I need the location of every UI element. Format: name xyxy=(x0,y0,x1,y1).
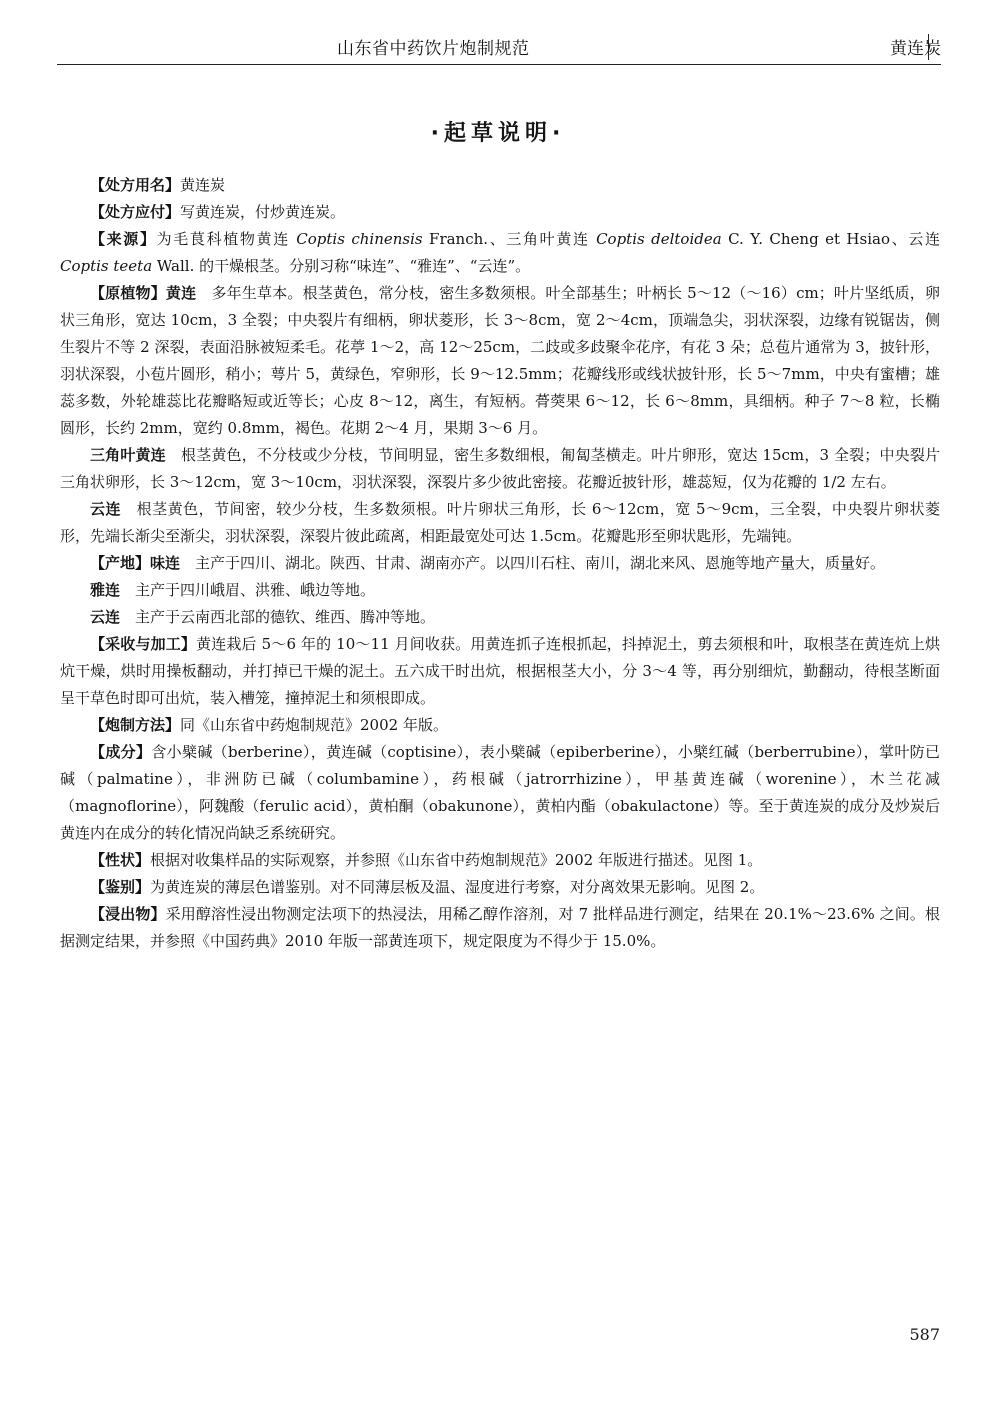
paragraph-source xyxy=(60,226,940,280)
paragraph-plant-sanjiaoye xyxy=(60,442,940,496)
paragraph-origin-yunlian xyxy=(60,604,940,631)
variety-name: 味连 xyxy=(150,554,181,572)
section-label: 【来源】 xyxy=(90,230,157,248)
section-text: Franch.、三角叶黄连 xyxy=(422,230,597,248)
section-text: 采用醇溶性浸出物测定法项下的热浸法，用稀乙醇作溶剂，对 7 批样品进行测定，结果在 20.1%～23.6% 之间。根据测定结果，并参照《中国药典》2010 年版一部黄连项下，规定限度为不得少于 15.0%。 xyxy=(60,905,940,950)
section-label: 【原植物】 xyxy=(90,284,166,302)
section-text: C. Y. Cheng et Hsiao、云连 xyxy=(721,230,940,248)
section-label: 【采收与加工】 xyxy=(90,635,197,653)
plant-name: 三角叶黄连 xyxy=(90,446,166,464)
paragraph-dispensing xyxy=(60,199,940,226)
section-label: 【鉴别】 xyxy=(90,878,151,896)
paragraph-prescription-name xyxy=(60,172,940,199)
main-text xyxy=(60,172,940,955)
section-text: 多年生草本。根茎黄色，常分枝，密生多数须根。叶全部基生；叶柄长 5～12（～16）cm；叶片坚纸质，卵状三角形，宽达 10cm，3 全裂；中央裂片有细柄，卵状菱形，长 3～8cm，宽 2～4cm，顶端急尖，羽状深裂，边缘有锐锯齿，侧生裂片不等 2 深裂，表面沿脉被短柔毛。花葶 1～2，高 12～25cm，二歧或多歧聚伞花序，有花 3 朵；总苞片通常为 3，披针形，羽状深裂，小苞片圆形，稍小；萼片 5，黄绿色，窄卵形，长 9～12.5mm；花瓣线形或线状披针形，长 5～7mm，中央有蜜槽；雄蕊多数，外轮雄蕊比花瓣略短或近等长；心皮 8～12，离生，有短柄。蓇葖果 6～12，长 6～8mm，具细柄。种子 7～8 粒，长椭圆形，长约 2mm，宽约 0.8mm，褐色。花期 2～4 月，果期 3～6 月。 xyxy=(60,284,940,437)
paragraph-origin-weilian xyxy=(60,550,940,577)
section-text: 为毛茛科植物黄连 xyxy=(156,230,297,248)
book-title: 山东省中药饮片炮制规范 xyxy=(337,39,530,59)
section-label: 【炮制方法】 xyxy=(90,716,181,734)
section-text: 根茎黄色，不分枝或少分枝，节间明显，密生多数细根，匍匐茎横走。叶片卵形，宽达 15cm，3 全裂；中央裂片三角状卵形，长 3～12cm，宽 3～10cm，羽状深裂，深裂片多少彼此密接。花瓣近披针形，雄蕊短，仅为花瓣的 1/2 左右。 xyxy=(60,446,940,491)
section-label: 【处方应付】 xyxy=(90,203,181,221)
section-text: 黄连栽后 5～6 年的 10～11 月间收获。用黄连抓子连根抓起，抖掉泥土，剪去须根和叶，取根茎在黄连炕上烘炕干燥，烘时用操板翻动，并打掉已干燥的泥土。五六成干时出炕，根据根茎大小，分 3～4 等，再分别细炕，勤翻动，待根茎断面呈干草色时即可出炕，装入槽笼，撞掉泥土和须根即成。 xyxy=(60,635,940,707)
paragraph-characters xyxy=(60,847,940,874)
variety-name: 云连 xyxy=(90,608,121,626)
section-text: 主产于云南西北部的德钦、维西、腾冲等地。 xyxy=(120,608,436,626)
paragraph-plant-huanglian xyxy=(60,280,940,442)
species-name: Coptis deltoidea xyxy=(596,230,722,248)
section-text: 黄连炭 xyxy=(180,176,226,194)
running-header xyxy=(57,30,941,65)
paragraph-extractives xyxy=(60,901,940,955)
plant-name: 黄连 xyxy=(165,284,197,302)
section-text: 主产于四川、湖北。陕西、甘肃、湖南亦产。以四川石柱、南川，湖北来风、恩施等地产量大，质量好。 xyxy=(180,554,886,572)
chapter-title: 黄连炭 xyxy=(890,39,941,59)
paragraph-plant-yunlian xyxy=(60,496,940,550)
section-text: 写黄连炭，付炒黄连炭。 xyxy=(180,203,346,221)
section-text: 根茎黄色，节间密，较少分枝，生多数须根。叶片卵状三角形，长 6～12cm，宽 5～9cm，三全裂，中央裂片卵状菱形，先端长渐尖至渐尖，羽状深裂，深裂片彼此疏离，相距最宽处可达 1.5cm。花瓣匙形至卵状匙形，先端钝。 xyxy=(60,500,940,545)
page-title: ·起草说明· xyxy=(430,121,566,146)
paragraph-harvest xyxy=(60,631,940,712)
plant-name: 云连 xyxy=(90,500,122,518)
section-label: 【成分】 xyxy=(90,743,152,761)
section-label: 【处方用名】 xyxy=(90,176,181,194)
paragraph-identification xyxy=(60,874,940,901)
section-label: 【浸出物】 xyxy=(90,905,166,923)
paragraph-processing xyxy=(60,712,940,739)
section-text: 主产于四川峨眉、洪雅、峨边等地。 xyxy=(120,581,376,599)
section-label: 【产地】 xyxy=(90,554,151,572)
paragraph-components xyxy=(60,739,940,847)
section-text: Wall. 的干燥根茎。分别习称“味连”、“雅连”、“云连”。 xyxy=(152,257,531,275)
species-name: Coptis chinensis xyxy=(296,230,423,248)
section-text: 同《山东省中药炮制规范》2002 年版。 xyxy=(180,716,448,734)
page-number: 587 xyxy=(909,1325,940,1344)
section-text: 根据对收集样品的实际观察，并参照《山东省中药炮制规范》2002 年版进行描述。见图 1。 xyxy=(150,851,763,869)
paragraph-origin-yalian xyxy=(60,577,940,604)
section-text: 为黄连炭的薄层色谱鉴别。对不同薄层板及温、湿度进行考察，对分离效果无影响。见图 2。 xyxy=(150,878,765,896)
variety-name: 雅连 xyxy=(90,581,121,599)
section-label: 【性状】 xyxy=(90,851,151,869)
species-name: Coptis teeta xyxy=(60,257,153,275)
section-text: 含小檗碱（berberine），黄连碱（coptisine），表小檗碱（epiberberine），小檗红碱（berberrubine），掌叶防已碱（palmatine），非洲防已碱（columbamine），药根碱（jatrorrhizine），甲基黄连碱（worenine），木兰花减（magnoflorine），阿魏酸（ferulic acid），黄柏酮（obakunone），黄柏内酯（obakulactone）等。至于黄连炭的成分及炒炭后黄连内在成分的转化情况尚缺乏系统研究。 xyxy=(60,743,940,842)
